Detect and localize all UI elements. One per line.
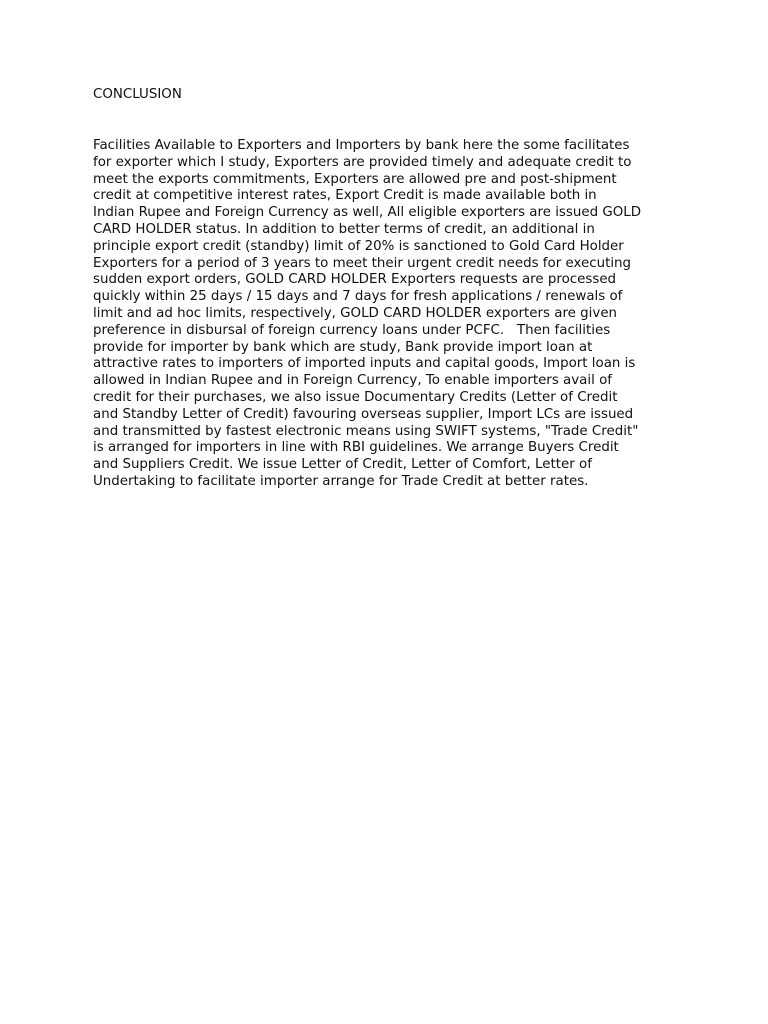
paragraph-line: attractive rates to importers of imported inputs and capital goods, Import loan is: [93, 356, 636, 372]
paragraph-line: credit at competitive interest rates, Export Credit is made available both in: [93, 188, 597, 204]
paragraph-line: and transmitted by fastest electronic means using SWIFT systems, "Trade Credit": [93, 423, 639, 439]
document-heading: CONCLUSION: [93, 87, 182, 102]
paragraph-line: Exporters for a period of 3 years to meet their urgent credit needs for executing: [93, 255, 632, 271]
paragraph-line: for exporter which I study, Exporters are provided timely and adequate credit to: [93, 154, 632, 170]
paragraph-line: and Suppliers Credit. We issue Letter of Credit, Letter of Comfort, Letter of: [93, 457, 592, 473]
paragraph-line: credit for their purchases, we also issue Documentary Credits (Letter of Credit: [93, 389, 618, 405]
paragraph-line: preference in disbursal of foreign currency loans under PCFC. Then facilities: [93, 322, 611, 338]
paragraph-line: Undertaking to facilitate importer arrange for Trade Credit at better rates.: [93, 473, 589, 489]
paragraph-line: is arranged for importers in line with RBI guidelines. We arrange Buyers Credit: [93, 440, 619, 456]
conclusion-paragraph: [93, 138, 683, 491]
paragraph-line: principle export credit (standby) limit of 20% is sanctioned to Gold Card Holder: [93, 238, 624, 254]
paragraph-line: CARD HOLDER status. In addition to better terms of credit, an additional in: [93, 221, 595, 237]
paragraph-line: limit and ad hoc limits, respectively, GOLD CARD HOLDER exporters are given: [93, 305, 618, 321]
paragraph-line: meet the exports commitments, Exporters are allowed pre and post-shipment: [93, 171, 617, 187]
paragraph-line: Facilities Available to Exporters and Importers by bank here the some facilitates: [93, 138, 630, 153]
paragraph-line: and Standby Letter of Credit) favouring overseas supplier, Import LCs are issued: [93, 406, 634, 422]
paragraph-line: sudden export orders, GOLD CARD HOLDER Exporters requests are processed: [93, 272, 617, 288]
paragraph-line: quickly within 25 days / 15 days and 7 days for fresh applications / renewals of: [93, 289, 623, 305]
paragraph-line: Indian Rupee and Foreign Currency as well, All eligible exporters are issued GOLD: [93, 205, 642, 221]
paragraph-line: allowed in Indian Rupee and in Foreign Currency, To enable importers avail of: [93, 373, 612, 389]
paragraph-line: provide for importer by bank which are study, Bank provide import loan at: [93, 339, 593, 355]
